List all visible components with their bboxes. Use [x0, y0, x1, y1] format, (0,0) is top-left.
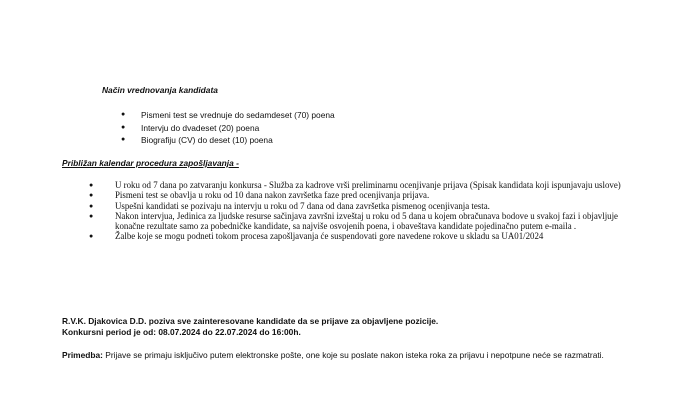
invitation-text: poziva sve zainteresovane kandidate da se prijave za objavljene pozicije.	[146, 316, 439, 326]
note-text: Prijave se primaju isključivo putem elektronske pošte, one koje su poslate nakon isteka roka za prijavu i nepotpune neće se razmatrati.	[102, 350, 604, 360]
bullet-icon: ●	[89, 232, 94, 241]
bullet-icon: ●	[89, 191, 94, 200]
list-item: ● U roku od 7 dana po zatvaranju konkursa - Služba za kadrove vrši preliminarnu ocenjivanje prijava (Spisak kandidata koji ispunjavaju uslove)	[89, 180, 621, 190]
list-item: Pismeni test se vrednuje do sedamdeset (70) poena	[141, 110, 335, 120]
company-name: R.V.K. Djakovica D.D.	[62, 316, 147, 326]
list-item: ● Pismeni test se obavlja u roku od 10 dana nakon završetka faze pred ocenjivanja prijava.	[89, 190, 430, 201]
evaluation-heading: Način vrednovanja kandidata	[102, 85, 218, 95]
invitation-line	[62, 316, 438, 326]
calendar-heading: Približan kalendar procedura zapošljavanja -	[62, 158, 239, 168]
note-label: Primedba:	[62, 350, 103, 360]
bullet-icon: ●	[121, 136, 126, 143]
bullet-icon: ●	[89, 181, 94, 189]
calendar-list	[89, 180, 622, 242]
application-period: Konkursni period je od: 08.07.2024 do 22.07.2024 do 16:00h.	[62, 327, 301, 337]
bullet-icon: ●	[121, 111, 126, 118]
bullet-icon: ●	[89, 201, 94, 210]
list-item: ● Nakon intervjua, Jedinica za ljudske resurse sačinjava završni izveštaj u roku od 5 dana u kojem obračunava bodove u svakoj fazi i objavljuje konačne rezultate samo za pobedničke kandidate, sa najviše osvojenih poena, i obaveštava kandidate pojedinačno putem e-maila .	[89, 210, 618, 232]
list-item: ● Uspešni kandidati se pozivaju na intervju u roku od 7 dana od dana završetka pismenog ocenjivanja testa.	[89, 200, 490, 211]
bullet-icon: ●	[89, 211, 94, 220]
note	[62, 350, 604, 360]
bullet-icon: ●	[121, 124, 126, 131]
list-item: ● Žalbe koje se mogu podneti tokom procesa zapošljavanja će suspendovati gore navedene rokove u skladu sa UA01/2024	[89, 231, 544, 242]
list-item: Biografiju (CV) do deset (10) poena	[141, 135, 273, 145]
list-item: Intervju do dvadeset (20) poena	[141, 123, 260, 133]
